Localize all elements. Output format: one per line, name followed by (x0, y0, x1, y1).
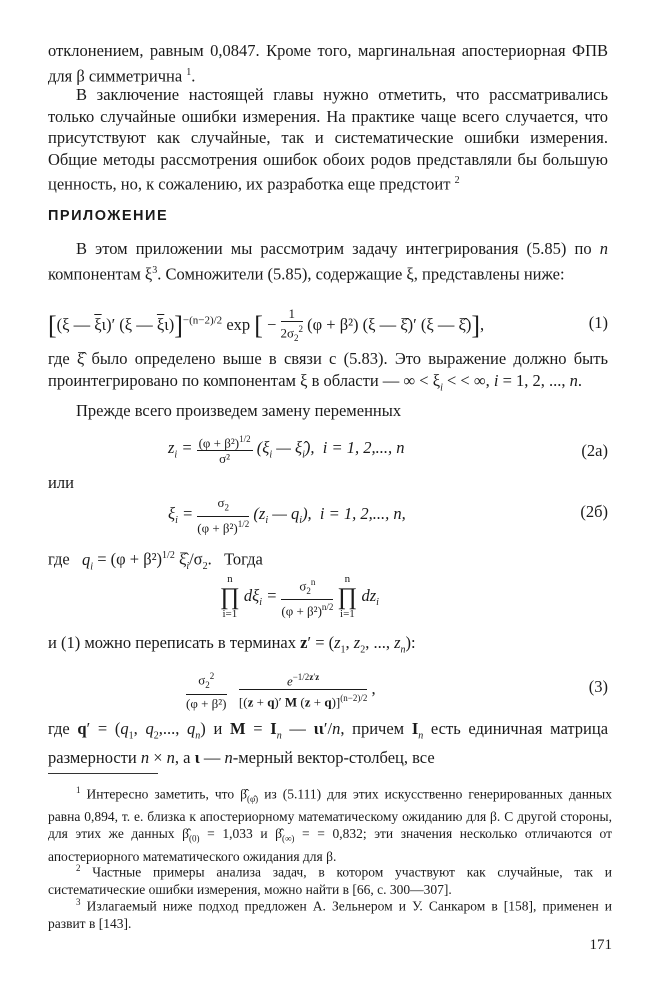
equation-product: n ∏ i=1 $d\xi_i$ = $\frac{\sigma_2^n}{(\varphi + \beta^2)^{n/2}}$ n ∏ i=1 $dz_i$ (220, 573, 379, 620)
section-heading: ПРИЛОЖЕНИЕ (48, 208, 169, 224)
paragraph-change-vars: Прежде всего произведем замену переменных (76, 401, 402, 420)
equation-1-number: (1) (588, 313, 608, 332)
word-or: или (48, 473, 74, 492)
paragraph-final: где $q' = (q_1$, $q_2$,..., $q_n$) и $M = I_n$ — ιι′/n, причем $I_n$ есть единичная матрица размерности n × n, а ι — n-мерный вектор-столбец, все (48, 719, 609, 767)
paragraph-where-q: где $q_i = (\varphi + \beta^2)^{1/2}$ $\xî_i/\sigma_2$. Тогда (48, 549, 263, 572)
equation-3: $\frac{\sigma_2^2}{\text{(φ + β²)}}$ $\frac{e^{-1/2z'z}}{[(z + q)' M (z + q)]^{(n-2)/2}}$ , (186, 668, 376, 712)
equation-2b-number: (2б) (580, 502, 608, 521)
footnote-1: $^1$ Интересно заметить, что $\betâ_{(\varphî)}$ из (5.111) для этих искусственно генерированных данных равна 0,894, т. е. близка к апостериорному математическому ожиданию для β. С другой стороны, для этих же данных $\betâ_{(0)} = 1,033$ и $\betâ_{(\infty)}$ = = 0,832; эти значения несколько отличаются от апостериорного математического ожидания для β. (48, 785, 612, 864)
page-number: 171 (589, 937, 612, 953)
paragraph-after-eq1: где ξ̂ было определено выше в связи с (5.83). Это выражение должно быть проинтегрировано по компонентам ξ в области — ∞ < $\xi_i$ < < ∞, i = 1, 2, ..., n. (48, 349, 608, 393)
footnote-3: $^3$ Излагаемый ниже подход предложен А. Зельнером и У. Санкаром в [158], применен и развит в [143]. (48, 897, 612, 931)
equation-3-number: (3) (588, 677, 608, 696)
footnote-2: $^2$ Частные примеры анализа задач, в котором участвуют как случайные, так и систематические ошибки измерения, можно найти в [66, с. 300—307]. (48, 863, 612, 897)
paragraph-continuation: отклонением, равным 0,0847. Кроме того, маргинальная апостериорная ФПВ для β симметрична $^1$. (48, 41, 608, 85)
paragraph-rewrite: и (1) можно переписать в терминах $z' = (z_1$, $z_2$, ..., $z_n$): (48, 633, 416, 656)
equation-2b: $\xi_i$ = $\frac{\sigma_2}{(\varphi + \beta^2)^{1/2}}$ ($z_i$ — $q_i$), i = 1, 2,..., n, (168, 495, 406, 535)
equation-2a: $z_i$ = $\frac{(\varphi + \beta^2)^{1/2}}{\text{σ²}}$ ($\xi_i$ — $\xî_i$), i = 1, 2,..., n (168, 434, 405, 467)
equation-2a-number: (2а) (581, 441, 608, 460)
equation-1: [(ξ — $\overline{\xi}\iota)'$ (ξ — $\overline{\xi}\iota)]^{-(n-2)/2}$ exp [ − $\frac{1}{2\sigma_2^2}$ (φ + β²) (ξ — ξ̂)′ (ξ — ξ̂)], (48, 306, 485, 343)
footnote-rule (48, 773, 158, 774)
appendix-intro: В этом приложении мы рассмотрим задачу интегрирования (5.85) по n компонентам $\xi^3$. Сомножители (5.85), содержащие ξ, представлены ниже: (48, 239, 608, 283)
paragraph-conclusion: В заключение настоящей главы нужно отметить, что рассматривались только случайные ошибки измерения. На практике чаще всего случается, что присутствуют как случайные, так и систематические ошибки измерения. Общие методы рассмотрения ошибок обоих родов представляли бы большую ценность, но, к сожалению, их разработка еще предстоит $^2$ (48, 85, 608, 194)
